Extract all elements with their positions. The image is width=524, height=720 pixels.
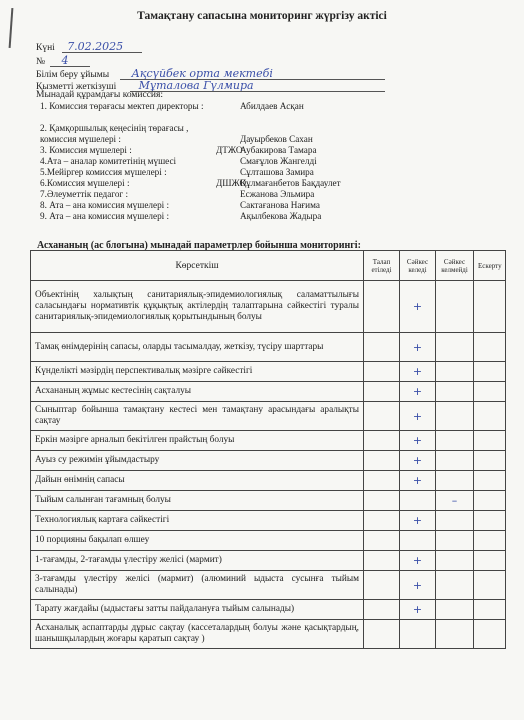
commission-name: Сұлташова Замира	[240, 167, 314, 177]
check-cell: +	[400, 431, 436, 451]
date-label: Күні	[36, 43, 55, 53]
check-cell	[436, 511, 474, 531]
commission-role: 4.Ата – аналар комитетінің мүшесі	[40, 156, 177, 166]
check-cell	[436, 620, 474, 649]
commission-row	[40, 134, 500, 145]
employee-value: Мұталова Гүлмира	[138, 79, 254, 92]
commission-role: 5.Мейіргер комиссия мүшелері :	[40, 167, 167, 177]
check-cell	[436, 362, 474, 382]
commission-name: Ақылбекова Жадыра	[240, 211, 322, 221]
indicator-cell: Дайын өнімнің сапасы	[31, 471, 364, 491]
commission-row	[40, 200, 500, 211]
commission-role: 7.Әлеуметтік педагог :	[40, 189, 129, 199]
commission-row	[40, 211, 500, 222]
indicator-cell: Тыйым салынған тағамның болуы	[31, 491, 364, 511]
commission-name: Сактағанова Нағима	[240, 200, 320, 210]
check-cell	[474, 511, 506, 531]
commission-row	[40, 101, 500, 112]
check-cell	[474, 491, 506, 511]
check-cell: +	[400, 333, 436, 362]
indicator-cell: Тамақ өнімдерінің сапасы, оларды тасымалдау, жеткізу, түсіру шарттары	[31, 333, 364, 362]
indicator-cell: Сыныптар бойынша тамақтану кестесі мен тамақтану арасындағы аралықты сақтау	[31, 402, 364, 431]
check-cell	[364, 620, 400, 649]
commission-name: Смағұлов Жангелді	[240, 156, 317, 166]
commission-role: 9. Ата – ана комиссия мүшелері :	[40, 211, 170, 221]
table-row	[31, 471, 506, 491]
commission-list	[40, 101, 500, 222]
check-cell	[436, 333, 474, 362]
monitoring-table	[30, 250, 506, 649]
check-cell: +	[400, 451, 436, 471]
table-row	[31, 571, 506, 600]
check-cell	[400, 620, 436, 649]
indicator-cell: Күнделікті мәзірдің перспективалық мәзірге сәйкестігі	[31, 362, 364, 382]
check-cell	[400, 531, 436, 551]
table-row	[31, 402, 506, 431]
check-cell: +	[400, 600, 436, 620]
org-label: Білім беру ұйымы	[36, 70, 110, 80]
check-cell	[364, 491, 400, 511]
check-cell	[436, 571, 474, 600]
check-cell	[364, 402, 400, 431]
section-title: Асхананың (ас блогына) мынадай параметрлер бойынша мониторингі:	[37, 240, 361, 251]
indicator-cell: Технологиялық картаға сәйкестігі	[31, 511, 364, 531]
indicator-cell: Тарату жағдайы (ыдыстағы затты пайдалануға тыйым салынады)	[31, 600, 364, 620]
check-cell	[436, 531, 474, 551]
indicator-cell: Асхананың жұмыс кестесінің сақталуы	[31, 382, 364, 402]
document-title: Тамақтану сапасына мониторинг жүргізу актісі	[137, 10, 387, 22]
check-cell	[364, 382, 400, 402]
header-note: Ескерту	[474, 251, 506, 281]
check-cell	[474, 471, 506, 491]
check-cell	[436, 382, 474, 402]
check-cell	[474, 333, 506, 362]
check-cell	[364, 531, 400, 551]
check-cell	[474, 281, 506, 333]
table-row	[31, 431, 506, 451]
table-row	[31, 333, 506, 362]
commission-role: 3. Комиссия мүшелері :	[40, 145, 132, 155]
check-cell: +	[400, 382, 436, 402]
check-cell	[474, 362, 506, 382]
number-value: 4	[61, 54, 69, 67]
check-cell	[364, 571, 400, 600]
check-cell	[436, 471, 474, 491]
commission-row	[40, 123, 500, 134]
table-row	[31, 600, 506, 620]
employee-label: Қызметті жеткізуші	[36, 82, 117, 92]
indicator-cell: 10 порцияны бақылап өлшеу	[31, 531, 364, 551]
check-cell	[364, 451, 400, 471]
table-row	[31, 551, 506, 571]
check-cell: +	[400, 511, 436, 531]
check-cell: +	[400, 281, 436, 333]
commission-role: 2. Қамқоршылық кеңесінің төрағасы ,	[40, 123, 189, 133]
commission-name: Құлмағанбетов Бақдаулет	[240, 178, 341, 188]
check-cell: +	[400, 571, 436, 600]
table-row	[31, 382, 506, 402]
commission-role: 1. Комиссия төрағасы мектеп директоры :	[40, 101, 204, 111]
check-cell	[400, 491, 436, 511]
commission-org: ДТЖО	[216, 145, 243, 155]
indicator-cell: Асханалық аспаптарды дұрыс сақтау (кассеталардың болуы және қасықтардың, шанышқылардың жоғары қаратып сақтау )	[31, 620, 364, 649]
check-cell	[436, 281, 474, 333]
check-cell	[364, 431, 400, 451]
table-row	[31, 620, 506, 649]
commission-name: Аубакирова Тамара	[240, 145, 317, 155]
check-cell	[436, 402, 474, 431]
check-cell: +	[400, 362, 436, 382]
commission-row	[40, 167, 500, 178]
check-cell	[474, 551, 506, 571]
indicator-cell: Объектінің халықтың санитариялық-эпидемиологиялық саламаттылығы саласындағы нормативтік құқықтық актілердің талаптарына сәйкестігі туралы санитариялық-эпидемиологиялық қорытындының болуы	[31, 281, 364, 333]
commission-label: Мынадай құрамдағы комиссия:	[36, 90, 164, 100]
commission-role: 8. Ата – ана комиссия мүшелері :	[40, 200, 170, 210]
commission-name: Дауырбеков Сахан	[240, 134, 313, 144]
commission-row	[40, 178, 500, 189]
header-compliant: Сәйкес келеді	[400, 251, 436, 281]
number-label: №	[36, 57, 46, 67]
check-cell	[364, 471, 400, 491]
check-cell	[474, 531, 506, 551]
check-cell	[474, 382, 506, 402]
check-cell	[436, 451, 474, 471]
commission-row	[40, 156, 500, 167]
commission-row	[40, 145, 500, 156]
check-cell	[474, 402, 506, 431]
check-cell	[364, 362, 400, 382]
check-cell: +	[400, 471, 436, 491]
table-row	[31, 531, 506, 551]
check-cell	[364, 511, 400, 531]
check-cell	[474, 600, 506, 620]
check-cell	[436, 600, 474, 620]
indicator-cell: 1-тағамды, 2-тағамды үлестіру желісі (мармит)	[31, 551, 364, 571]
check-cell	[436, 431, 474, 451]
header-noncompliant: Сәйкес келмейді	[436, 251, 474, 281]
check-cell	[364, 281, 400, 333]
commission-name: Есжанова Эльмира	[240, 189, 315, 199]
check-cell	[474, 571, 506, 600]
date-value: 7.02.2025	[67, 40, 124, 53]
check-cell	[364, 600, 400, 620]
header-indicator: Көрсеткіш	[31, 251, 364, 281]
commission-role: комиссия мүшелері :	[40, 134, 121, 144]
check-cell: +	[400, 551, 436, 571]
check-cell: –	[436, 491, 474, 511]
check-cell	[474, 620, 506, 649]
indicator-cell: Ауыз су режимін ұйымдастыру	[31, 451, 364, 471]
commission-org: ДШЖО	[216, 178, 247, 188]
table-row	[31, 362, 506, 382]
check-cell	[474, 451, 506, 471]
check-cell: +	[400, 402, 436, 431]
check-cell	[474, 431, 506, 451]
table-row	[31, 491, 506, 511]
commission-row	[40, 189, 500, 200]
table-row	[31, 281, 506, 333]
indicator-cell: 3-тағамды үлестіру желісі (мармит) (алюминий ыдыста сусынға тыйым салынады)	[31, 571, 364, 600]
table-row	[31, 451, 506, 471]
org-value: Ақсүйбек орта мектебі	[131, 67, 273, 80]
check-cell	[364, 333, 400, 362]
commission-role: 6.Комиссия мүшелері :	[40, 178, 130, 188]
indicator-cell: Еркін мәзірге арналып бекітілген прайстың болуы	[31, 431, 364, 451]
table-row	[31, 511, 506, 531]
check-cell	[364, 551, 400, 571]
header-required: Талап етіледі	[364, 251, 400, 281]
commission-name: Абилдаев Асқан	[240, 101, 304, 111]
check-cell	[436, 551, 474, 571]
